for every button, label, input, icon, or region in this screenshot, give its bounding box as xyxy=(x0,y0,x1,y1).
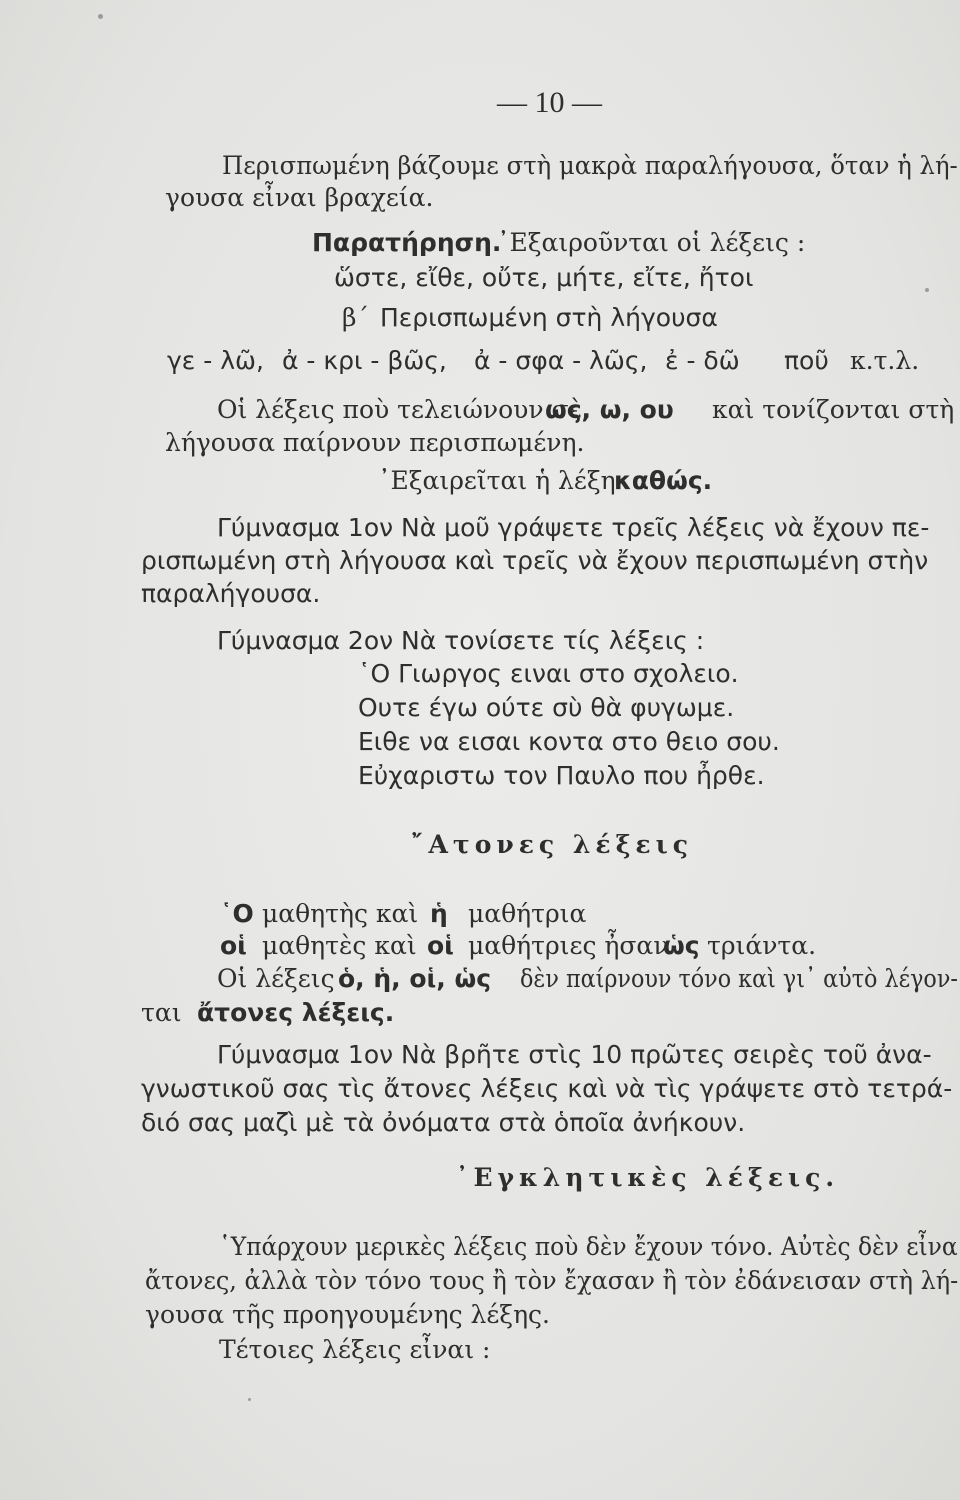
text-line: ᾿Εξαιρεῖται ἡ λέξη xyxy=(378,466,616,495)
exercise-sentence: Ουτε έγω ούτε σὺ θὰ φυγωμε. xyxy=(358,693,735,722)
exercise-sentence: Ειθε να εισαι κοντα στο θειο σου. xyxy=(358,727,780,756)
exercise-sentence: ῾Ο Γιωργος ειναι στο σχολειο. xyxy=(358,659,739,688)
text-line: ῾Υπάρχουν μερικὲς λέξεις ποὺ δὲν ἔχουν τόνο. Αὐτὲς δὲν εἶνα xyxy=(219,1232,958,1261)
section-title: ᾿Εγκλητικὲς λέξεις. xyxy=(456,1163,840,1192)
text-line: μαθητὲς καὶ xyxy=(262,931,417,960)
example-word: ἐ - δῶ xyxy=(665,346,740,375)
text-line: μαθητὴς καὶ xyxy=(262,899,419,928)
section-title: ῎Ατονες λέξεις xyxy=(411,830,693,859)
article-word: οἱ xyxy=(427,931,454,960)
text-line: Τέτοιες λέξεις εἶναι : xyxy=(219,1335,491,1364)
exception-words: ὥστε, εἴθε, οὔτε, μήτε, εἴτε, ἤτοι xyxy=(334,263,754,292)
exception-word: καθώς. xyxy=(614,466,713,495)
text-line: τριάντα. xyxy=(707,931,817,960)
text-line: Περισπωμένη βάζουμε στὴ μακρὰ παραλήγουσα, ὅταν ἡ λή- xyxy=(222,151,958,180)
text-line: καὶ τονίζονται στὴ xyxy=(712,395,955,424)
example-word: ποῦ xyxy=(784,346,829,375)
note-heading: Παρατήρηση. xyxy=(312,228,502,257)
text-line: λήγουσα παίρνουν περισπωμένη. xyxy=(165,428,585,457)
article-word: ὡς xyxy=(663,931,700,960)
article-word: ἡ xyxy=(430,899,448,928)
term: ἄτονες λέξεις. xyxy=(197,998,395,1027)
exercise-line: γνωστικοῦ σας τὶς ἄτονες λέξεις καὶ νὰ τὶς γράψετε στὸ τετρά- xyxy=(141,1074,953,1103)
text-line: μαθήτρια xyxy=(468,899,587,928)
page-number: — 10 — xyxy=(497,86,602,119)
article-word: ῾Ο xyxy=(220,899,254,928)
text-line: ται xyxy=(141,998,182,1027)
exercise-line: Γύμνασμα 1ον Νὰ μοῦ γράψετε τρεῖς λέξεις νὰ ἔχουν πε- xyxy=(217,513,930,542)
atonic-words: ὁ, ἡ, οἱ, ὡς xyxy=(338,964,492,993)
text-line: γουσα εἶναι βραχεία. xyxy=(165,183,434,212)
scan-speck xyxy=(925,288,929,292)
example-word: ἀ - σφα - λῶς, xyxy=(474,346,648,375)
endings: ως, ω, ου xyxy=(545,395,674,424)
text-line: Οἱ λέξεις ποὺ τελειώνουν σὲ xyxy=(217,395,582,424)
text-line: δὲν παίρνουν τόνο καὶ γι᾿ αὐτὸ λέγον- xyxy=(520,964,958,993)
example-word: γε - λῶ, xyxy=(167,346,264,375)
article-word: οἱ xyxy=(220,931,247,960)
text-line: ἄτονες, ἀλλὰ τὸν τόνο τους ἢ τὸν ἔχασαν ἢ τὸν ἐδάνεισαν στὴ λή- xyxy=(145,1266,959,1295)
text-line: γουσα τῆς προηγουμένης λέξης. xyxy=(145,1300,551,1329)
exercise-line: ρισπωμένη στὴ λήγουσα καὶ τρεῖς νὰ ἔχουν περισπωμένη στὴν xyxy=(141,546,929,575)
exercise-line: παραλήγουσα. xyxy=(141,579,321,608)
scan-speck xyxy=(248,1398,251,1401)
section-heading: Περισπωμένη στὴ λήγουσα xyxy=(380,303,718,332)
example-word: ἀ - κρι - βῶς, xyxy=(282,346,447,375)
exercise-line: Γύμνασμα 1ον Νὰ βρῆτε στὶς 10 πρῶτες σειρὲς τοῦ ἀνα- xyxy=(217,1040,932,1069)
text-line: μαθήτριες ἦσαν xyxy=(468,931,669,960)
exercise-sentence: Εὐχαριστω τον Παυλο που ἦρθε. xyxy=(358,761,765,790)
text-line: κ.τ.λ. xyxy=(850,346,920,375)
scan-speck xyxy=(98,14,103,19)
text-line: ᾿Εξαιροῦνται οἱ λέξεις : xyxy=(497,228,806,257)
exercise-line: διό σας μαζὶ μὲ τὰ ὀνόματα στὰ ὁποῖα ἀνήκουν. xyxy=(141,1108,746,1137)
exercise-line: Γύμνασμα 2ον Νὰ τονίσετε τίς λέξεις : xyxy=(217,626,705,655)
section-letter: β΄ xyxy=(342,303,369,332)
text-line: Οἱ λέξεις xyxy=(217,964,335,993)
